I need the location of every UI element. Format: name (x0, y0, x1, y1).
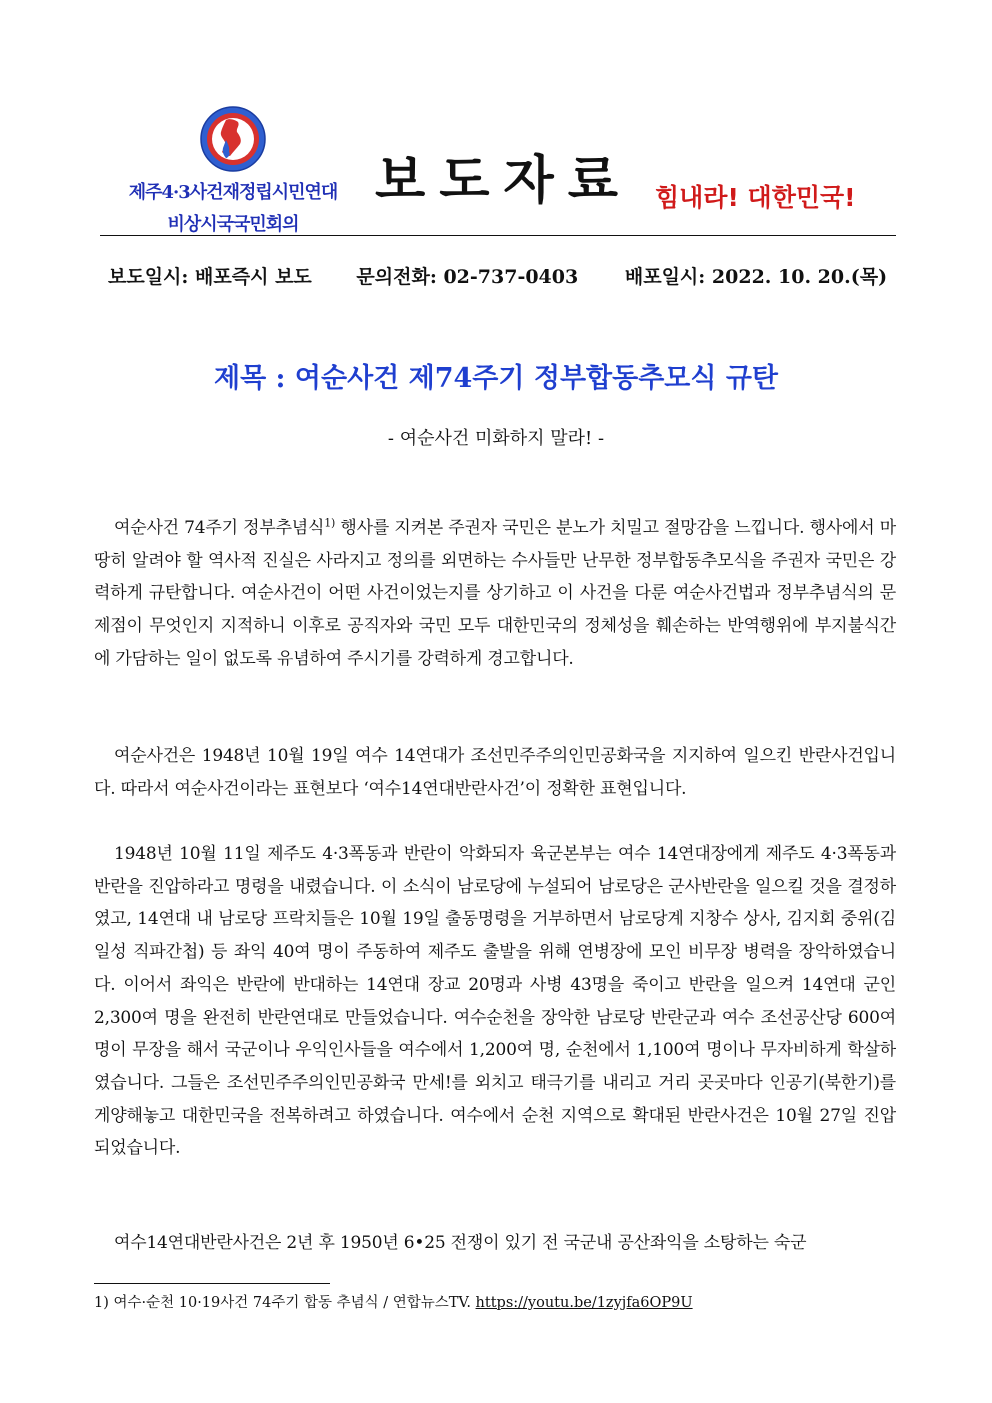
footnote (94, 1291, 693, 1312)
header-divider (100, 235, 896, 236)
korea-map-emblem-icon (200, 106, 266, 172)
paragraph-text: 여순사건은 1948년 10월 19일 여수 14연대가 조선민주주의인민공화국을 지지하여 일으킨 반란사건입니다. 따라서 여순사건이라는 표현보다 ‘여수14연대반란사건’이 정확한 표현입니다. (94, 746, 896, 799)
paragraph-text: 행사를 지켜본 주권자 국민은 분노가 치밀고 절망감을 느낍니다. 행사에서 마땅히 알려야 할 역사적 진실은 사라지고 정의를 외면하는 수사들만 난무한 정부합동추모식을 주권자 국민은 강력하게 규탄합니다. 여순사건이 어떤 사건이었는지를 상기하고 이 사건을 다룬 여순사건법과 정부추념식의 문제점이 무엇인지 지적하니 이후로 공직자와 국민 모두 대한민국의 정체성을 훼손하는 반역행위에 부지불식간에 가담하는 일이 없도록 유념하여 주시기를 강력하게 경고합니다. (94, 518, 896, 669)
paragraph-text: 1948년 10월 11일 제주도 4·3폭동과 반란이 악화되자 육군본부는 여수 14연대장에게 제주도 4·3폭동과 반란을 진압하라고 명령을 내렸습니다. 이 소식이 남로당에 누설되어 남로당은 군사반란을 일으킬 것을 결정하였고, 14연대 내 남로당 프락치들은 10월 19일 출동명령을 거부하면서 남로당계 지창수 상사, 김지회 중위(김일성 직파간첩) 등 좌익 40여 명이 주동하여 제주도 출발을 위해 연병장에 모인 비무장 병력을 장악하였습니다. 이어서 좌익은 반란에 반대하는 14연대 장교 20명과 사병 43명을 죽이고 반란을 일으켜 14연대 군인 2,300여 명을 완전히 반란연대로 만들었습니다. 여수순천을 장악한 남로당 반란군과 여수 조선공산당 600여 명이 무장을 해서 국군이나 우익인사들을 여수에서 1,200여 명, 순천에서 1,100여 명이나 무자비하게 학살하였습니다. 그들은 조선민주주의인민공화국 만세!를 외치고 태극기를 내리고 거리 곳곳마다 인공기(북한기)를 게양해놓고 대한민국을 전복하려고 하였습니다. 여수에서 순천 지역으로 확대된 반란사건은 10월 27일 진압되었습니다. (94, 844, 896, 1159)
body-paragraph-4 (94, 1227, 896, 1260)
body-paragraph-2 (94, 740, 896, 805)
footnote-reference[interactable]: 1) (324, 516, 336, 530)
paragraph-text: 여순사건 74주기 정부추념식 (114, 518, 325, 538)
press-release-title: 보도자료 (375, 151, 632, 211)
footnote-divider (94, 1283, 330, 1284)
document-subject: 제목 : 여순사건 제74주기 정부합동추모식 규탄 (213, 363, 778, 394)
paragraph-text: 여수14연대반란사건은 2년 후 1950년 6•25 전쟁이 있기 전 국군내 공산좌익을 소탕하는 숙군 (114, 1233, 807, 1253)
body-paragraph-3 (94, 838, 896, 1165)
body-paragraph-1 (94, 512, 896, 676)
footnote-link[interactable]: https://youtu.be/1zyjfa6OP9U (475, 1295, 693, 1311)
organization-name-primary: 제주4·3사건재정립시민연대 (128, 182, 338, 203)
document-subtitle: - 여순사건 미화하지 말라! - (387, 428, 605, 449)
organization-name-secondary: 비상시국국민회의 (167, 214, 299, 235)
distribution-date: 배포일시: 2022. 10. 20.(목) (624, 266, 888, 288)
slogan: 힘내라! 대한민국! (655, 183, 856, 212)
footnote-text: 1) 여수·순천 10·19사건 74주기 합동 추념식 / 연합뉴스TV. (94, 1295, 476, 1311)
release-info-line (100, 262, 896, 289)
release-time: 보도일시: 배포즉시 보도 (108, 266, 312, 288)
contact-phone: 문의전화: 02-737-0403 (356, 266, 579, 288)
